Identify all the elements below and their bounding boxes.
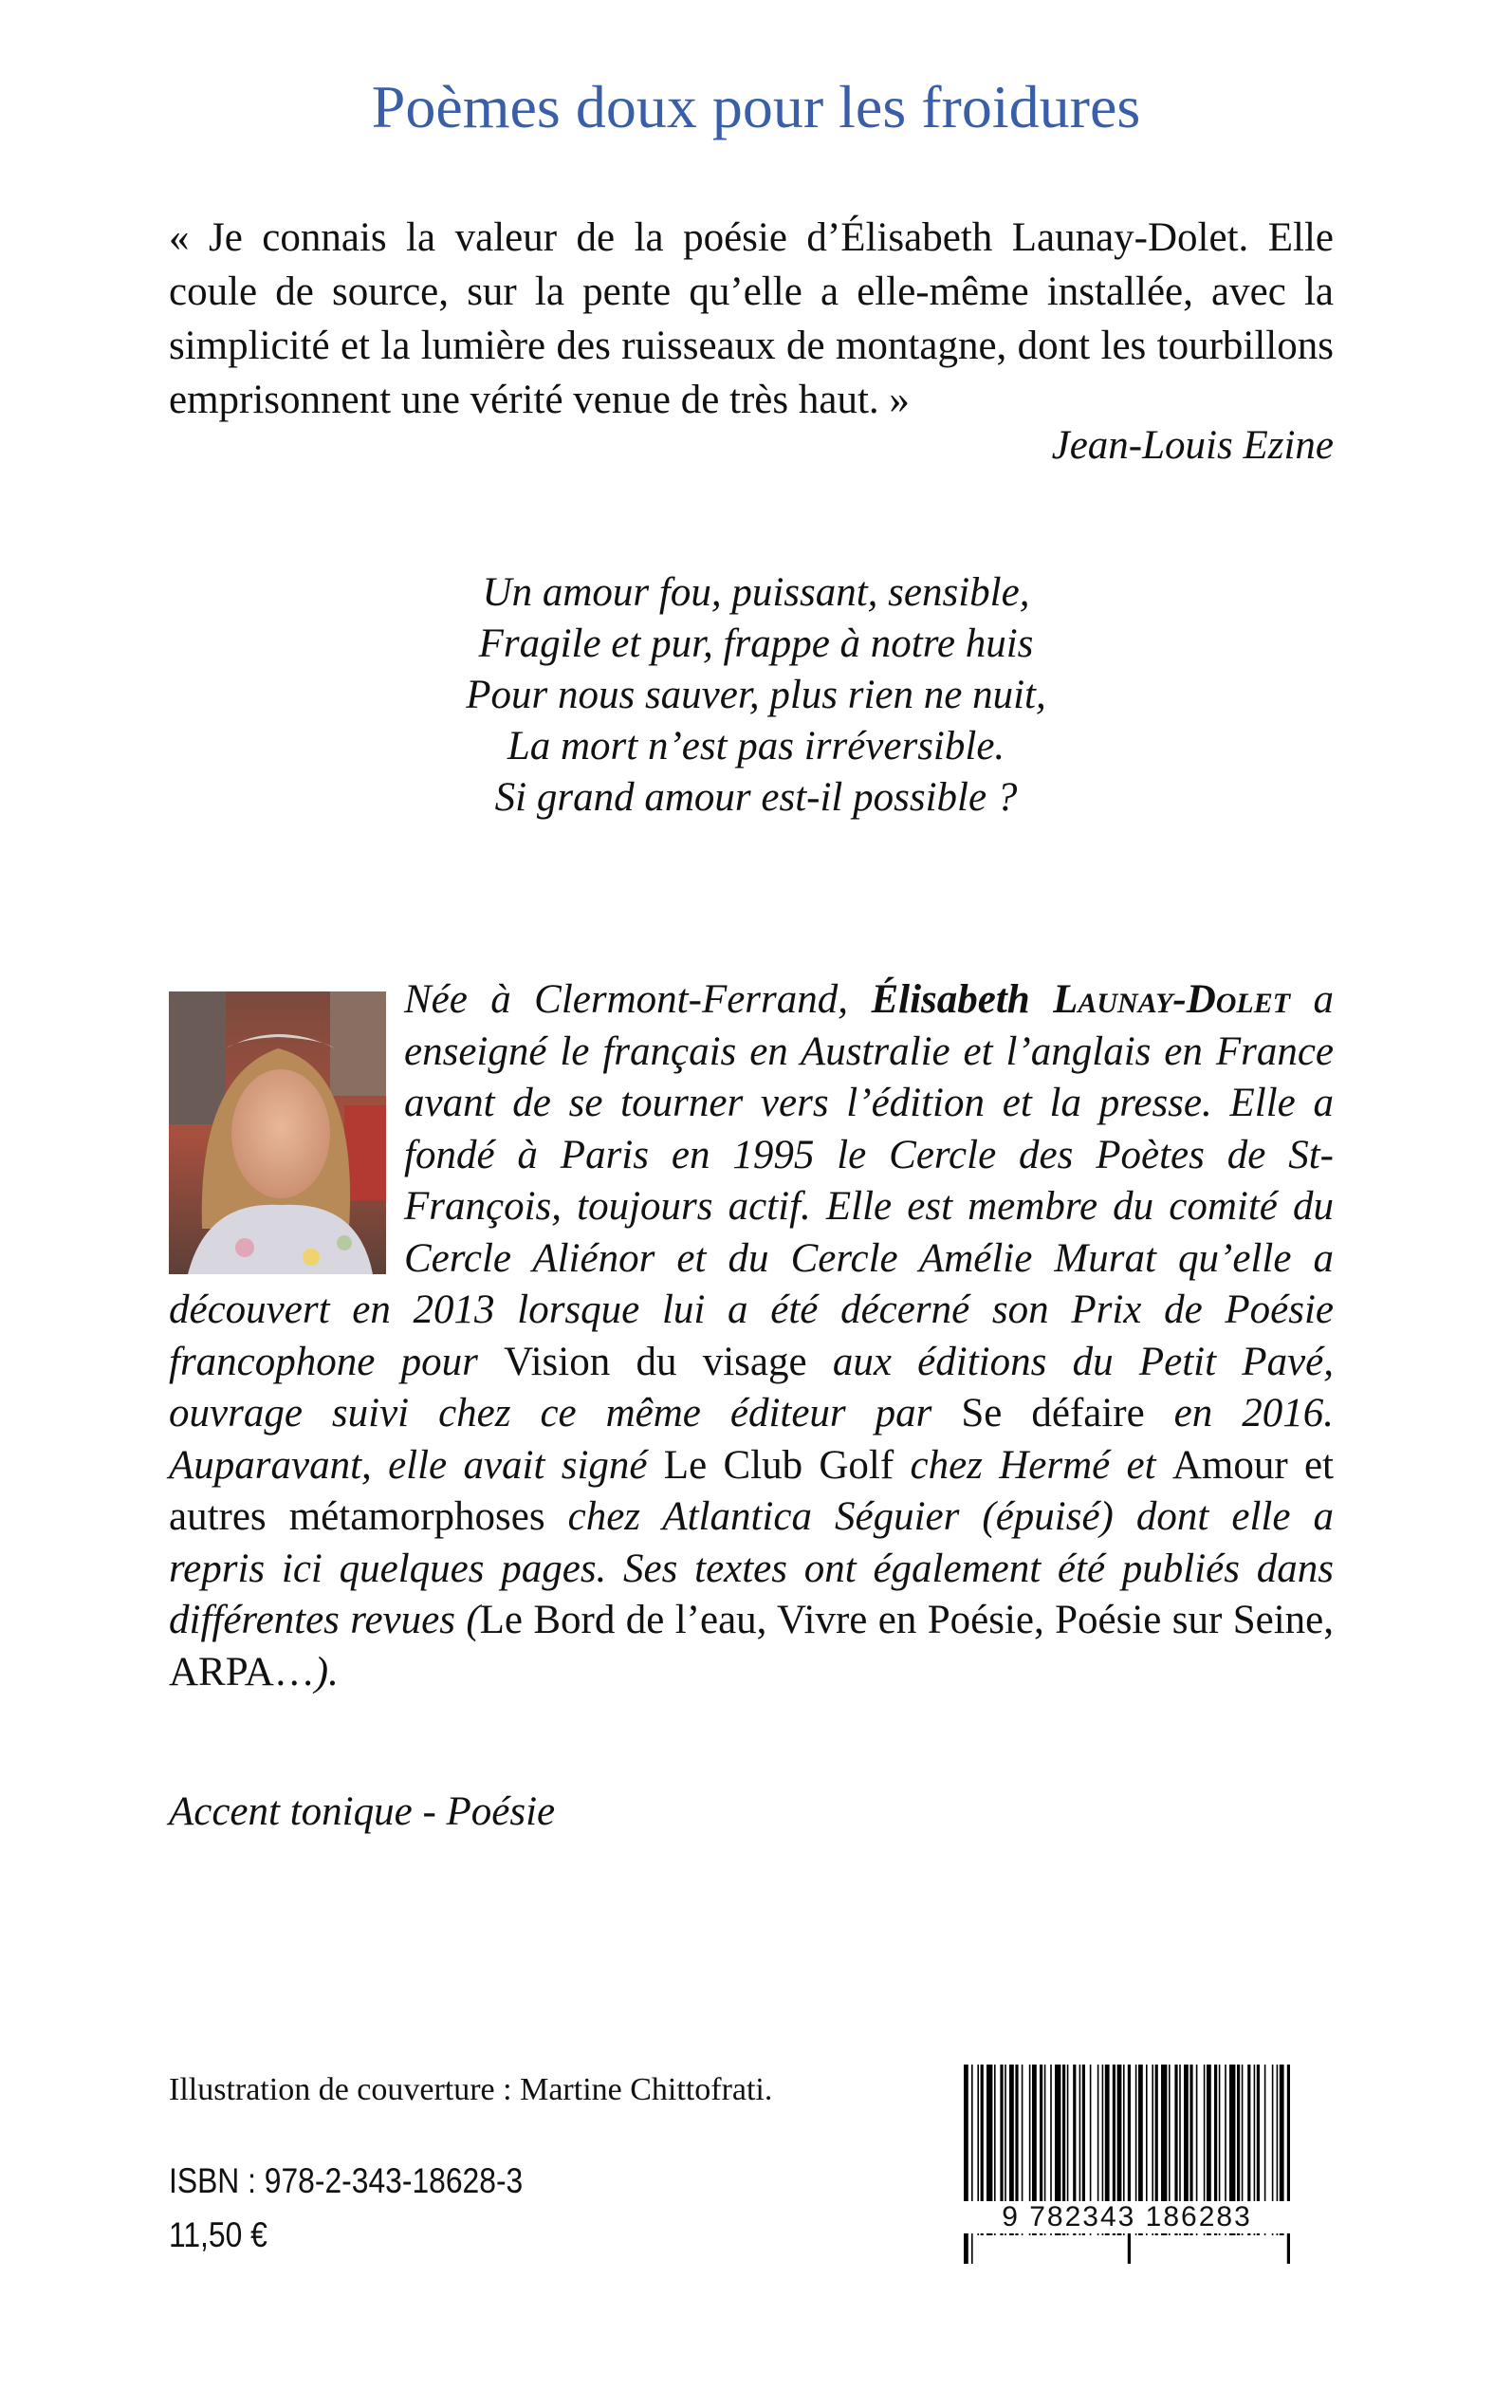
book-ref: Vision du visage <box>504 1339 807 1384</box>
poem-line: Pour nous sauver, plus rien ne nuit, <box>466 673 1046 717</box>
book-ref: Amour et autres métamorphoses <box>169 1442 1335 1539</box>
book-title: Poèmes doux pour les froidures <box>371 73 1141 140</box>
poem-line: La mort n’est pas irréversible. <box>507 724 1005 769</box>
press-quote: « Je connais la valeur de la poésie d’Élisabeth Launay-Dolet. Elle coule de source, sur la pente qu’elle a elle-même installée, avec la simplicité et la lumière des ruisseaux de montagne, dont les tourbillons emprisonnent une vérité venue de très haut. » <box>169 215 1334 422</box>
barcode-bar <box>971 2065 973 2264</box>
poem-line: Fragile et pur, frappe à notre huis <box>478 621 1034 666</box>
author-name: Élisabeth Launay-Dolet <box>871 977 1291 1022</box>
book-ref: Se défaire <box>961 1391 1145 1436</box>
author-biography: Née à Clermont-Ferrand, Élisabeth Launay-Dolet a enseigné le français en Australie et l’anglais en France avant de se tourner vers l’édition et la presse. Elle a fondé à Paris en 1995 le Cercle des Poètes de St-François, toujours actif. Elle est membre du comité du Cercle Aliénor et du Cercle Amélie Murat qu’elle a découvert en 2013 lorsque lui a été décerné son Prix de Poésie francophone pour Vision du visage aux éditions du Petit Pavé, ouvrage suivi chez ce même éditeur par Se défaire en 2016. Auparavant, elle avait signé Le Club Golf chez Hermé et Amour et autres métamorphoses chez Atlantica Séguier (épuisé) dont elle a repris ici quelques pages. Ses textes ont également été publiés dans différentes revues (Le Bord de l’eau, Vivre en Poésie, Poésie sur Seine, ARPA…). <box>169 977 1335 1695</box>
book-ref: Le Club Golf <box>663 1442 894 1488</box>
barcode-bar <box>1128 2065 1131 2264</box>
barcode-bar <box>964 2065 968 2264</box>
barcode-digits: 9 782343 186283 <box>947 2201 1307 2233</box>
cover-credit: Illustration de couverture : Martine Chittofrati. <box>169 2072 773 2107</box>
review-list: Le Bord de l’eau, Vivre en Poésie, Poésie sur Seine, ARPA… <box>169 1598 1334 1695</box>
collection-name: Accent tonique - Poésie <box>169 1789 556 1834</box>
isbn: ISBN : 978-2-343-18628-3 <box>169 2161 524 2200</box>
barcode <box>947 2065 1307 2273</box>
poem-line: Si grand amour est-il possible ? <box>494 775 1018 820</box>
poem-excerpt <box>0 567 1512 824</box>
poem-line: Un amour fou, puissant, sensible, <box>482 570 1030 615</box>
quote-author: Jean-Louis Ezine <box>1051 423 1334 468</box>
price: 11,50 € <box>169 2215 267 2254</box>
barcode-bar <box>1287 2065 1290 2264</box>
